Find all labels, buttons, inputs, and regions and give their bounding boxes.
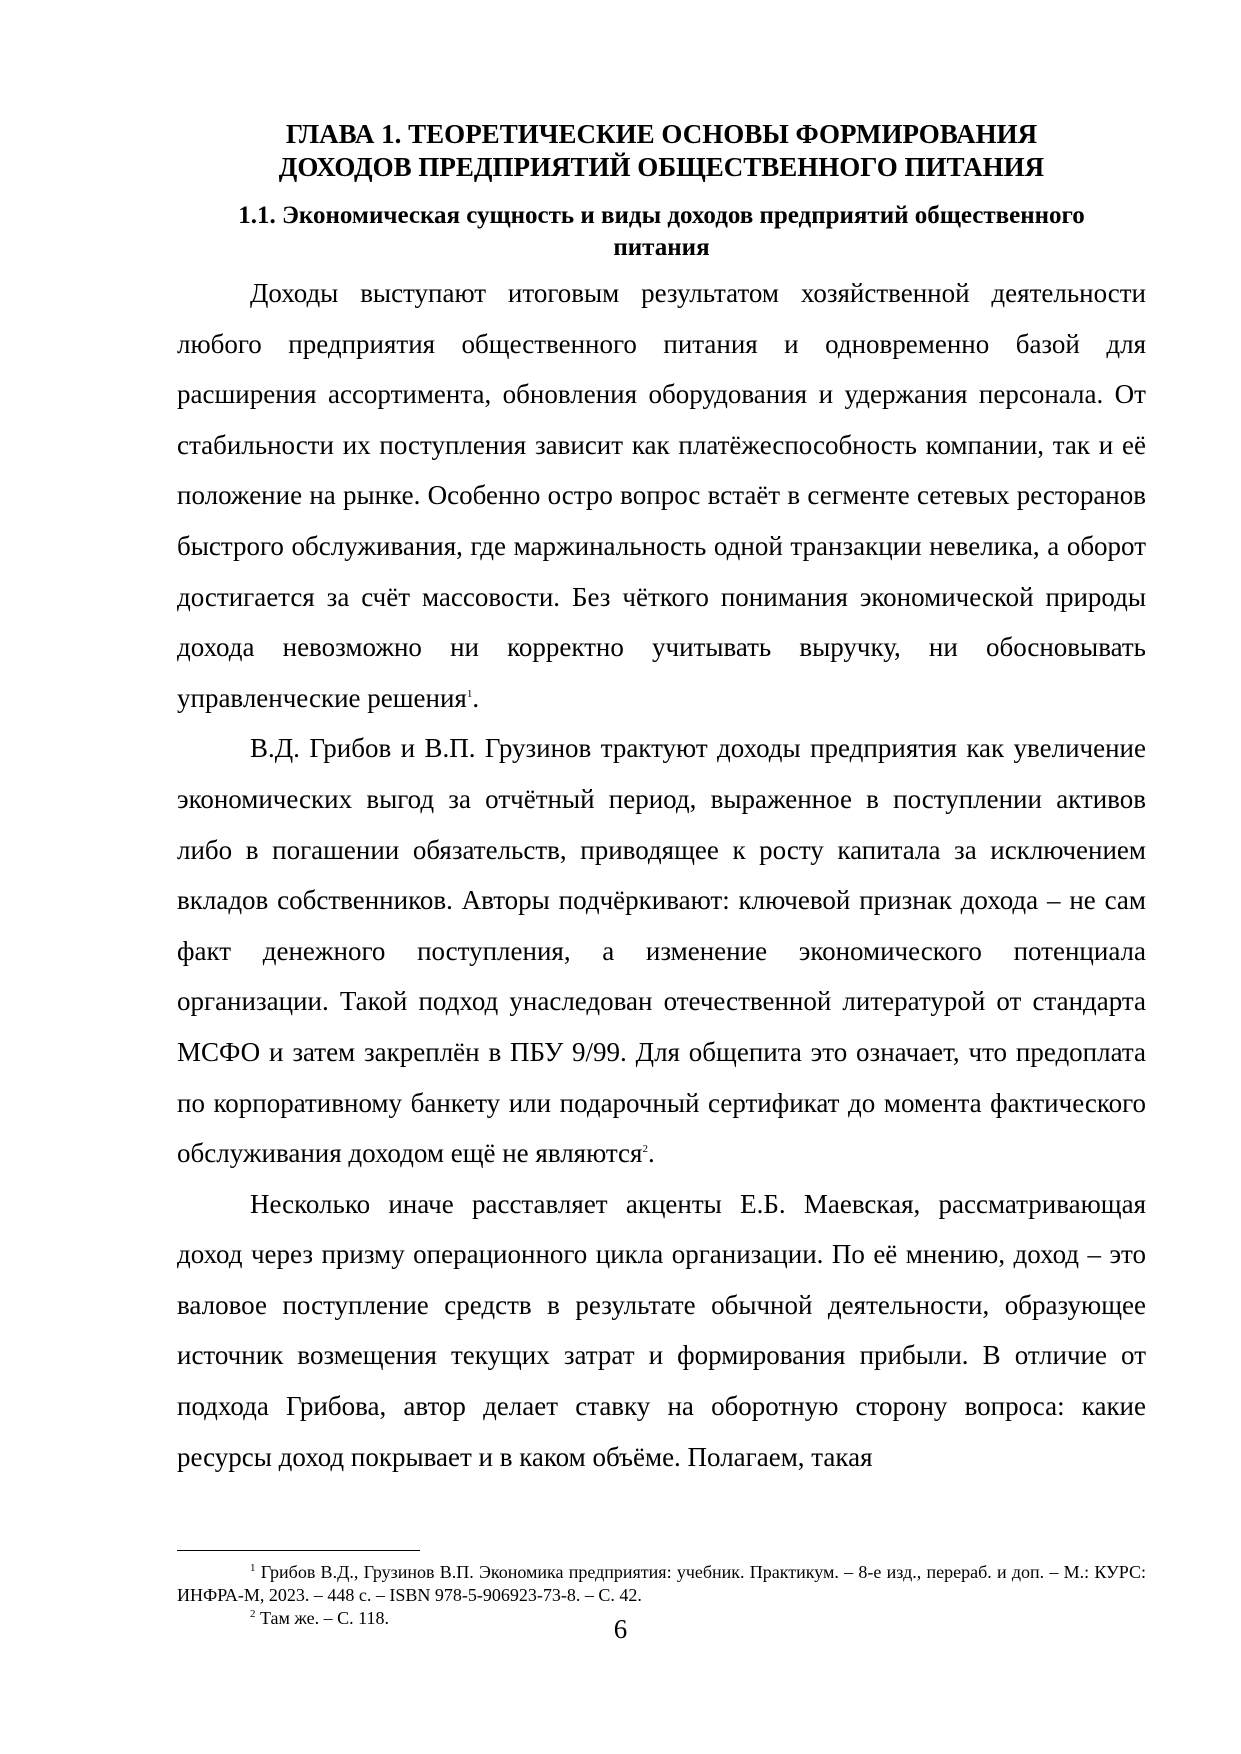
footnote-1-text: Грибов В.Д., Грузинов В.П. Экономика предприятия: учебник. Практикум. – 8-е изд., перераб. и доп. – М.: КУРС: ИНФРА-М, 2023. – 448 с. – ISBN 978-5-906923-73-8. – С. 42. bbox=[177, 1562, 1147, 1605]
chapter-title-line-2: ДОХОДОВ ПРЕДПРИЯТИЙ ОБЩЕСТВЕННОГО ПИТАНИЯ bbox=[278, 152, 1045, 182]
body-text bbox=[177, 268, 1146, 1482]
footnote-ref-2: 2 bbox=[642, 1143, 648, 1156]
paragraph-3 bbox=[177, 1179, 1146, 1483]
chapter-title bbox=[177, 118, 1146, 184]
paragraph-1-text: Доходы выступают итоговым результатом хозяйственной деятельности любого предприятия общественного питания и одновременно базой для расширения ассортимента, обновления оборудования и удержания персонала. От стабильности их поступления зависит как платёжеспособность компании, так и её положение на рынке. Особенно остро вопрос встаёт в сегменте сетевых ресторанов быстрого обслуживания, где маржинальность одной транзакции невелика, а оборот достигается за счёт массовости. Без чёткого понимания экономической природы дохода невозможно ни корректно учитывать выручку, ни обосновывать управленческие решения bbox=[177, 278, 1146, 713]
chapter-title-line-1: ГЛАВА 1. ТЕОРЕТИЧЕСКИЕ ОСНОВЫ ФОРМИРОВАНИЯ bbox=[285, 119, 1038, 149]
page-number: 6 bbox=[613, 1614, 628, 1644]
footnote-separator bbox=[177, 1550, 420, 1551]
paragraph-2 bbox=[177, 723, 1146, 1178]
footnote-1 bbox=[177, 1561, 1146, 1607]
footnote-2-text: Там же. – С. 118. bbox=[260, 1608, 389, 1628]
section-title: 1.1. Экономическая сущность и виды доходов предприятий общественного питания bbox=[238, 202, 1085, 261]
page-content bbox=[177, 118, 1146, 1482]
paragraph-3-text: Несколько иначе расставляет акценты Е.Б. Маевская, рассматривающая доход через призму операционного цикла организации. По её мнению, доход – это валовое поступление средств в результате обычной деятельности, образующее источник возмещения текущих затрат и формирования прибыли. В отличие от подхода Грибова, автор делает ставку на оборотную сторону вопроса: какие ресурсы доход покрывает и в каком объёме. Полагаем, такая bbox=[177, 1188, 1146, 1472]
paragraph-1 bbox=[177, 268, 1146, 723]
footnote-ref-1: 1 bbox=[466, 687, 473, 700]
paragraph-2-text: В.Д. Грибов и В.П. Грузинов трактуют доходы предприятия как увеличение экономических выгод за отчётный период, выраженное в поступлении активов либо в погашении обязательств, приводящее к росту капитала за исключением вкладов собственников. Авторы подчёркивают: ключевой признак дохода – не сам факт денежного поступления, а изменение экономического потенциала организации. Такой подход унаследован отечественной литературой от стандарта МСФО и затем закреплён в ПБУ 9/99. Для общепита это означает, что предоплата по корпоративному банкету или подарочный сертификат до момента фактического обслуживания доходом ещё не являются bbox=[177, 733, 1146, 1169]
footnote-2-number: 2 bbox=[250, 1608, 256, 1620]
footnote-1-number: 1 bbox=[250, 1562, 256, 1574]
paragraph-2-end: . bbox=[647, 1138, 655, 1169]
paragraph-1-end: . bbox=[472, 682, 480, 713]
